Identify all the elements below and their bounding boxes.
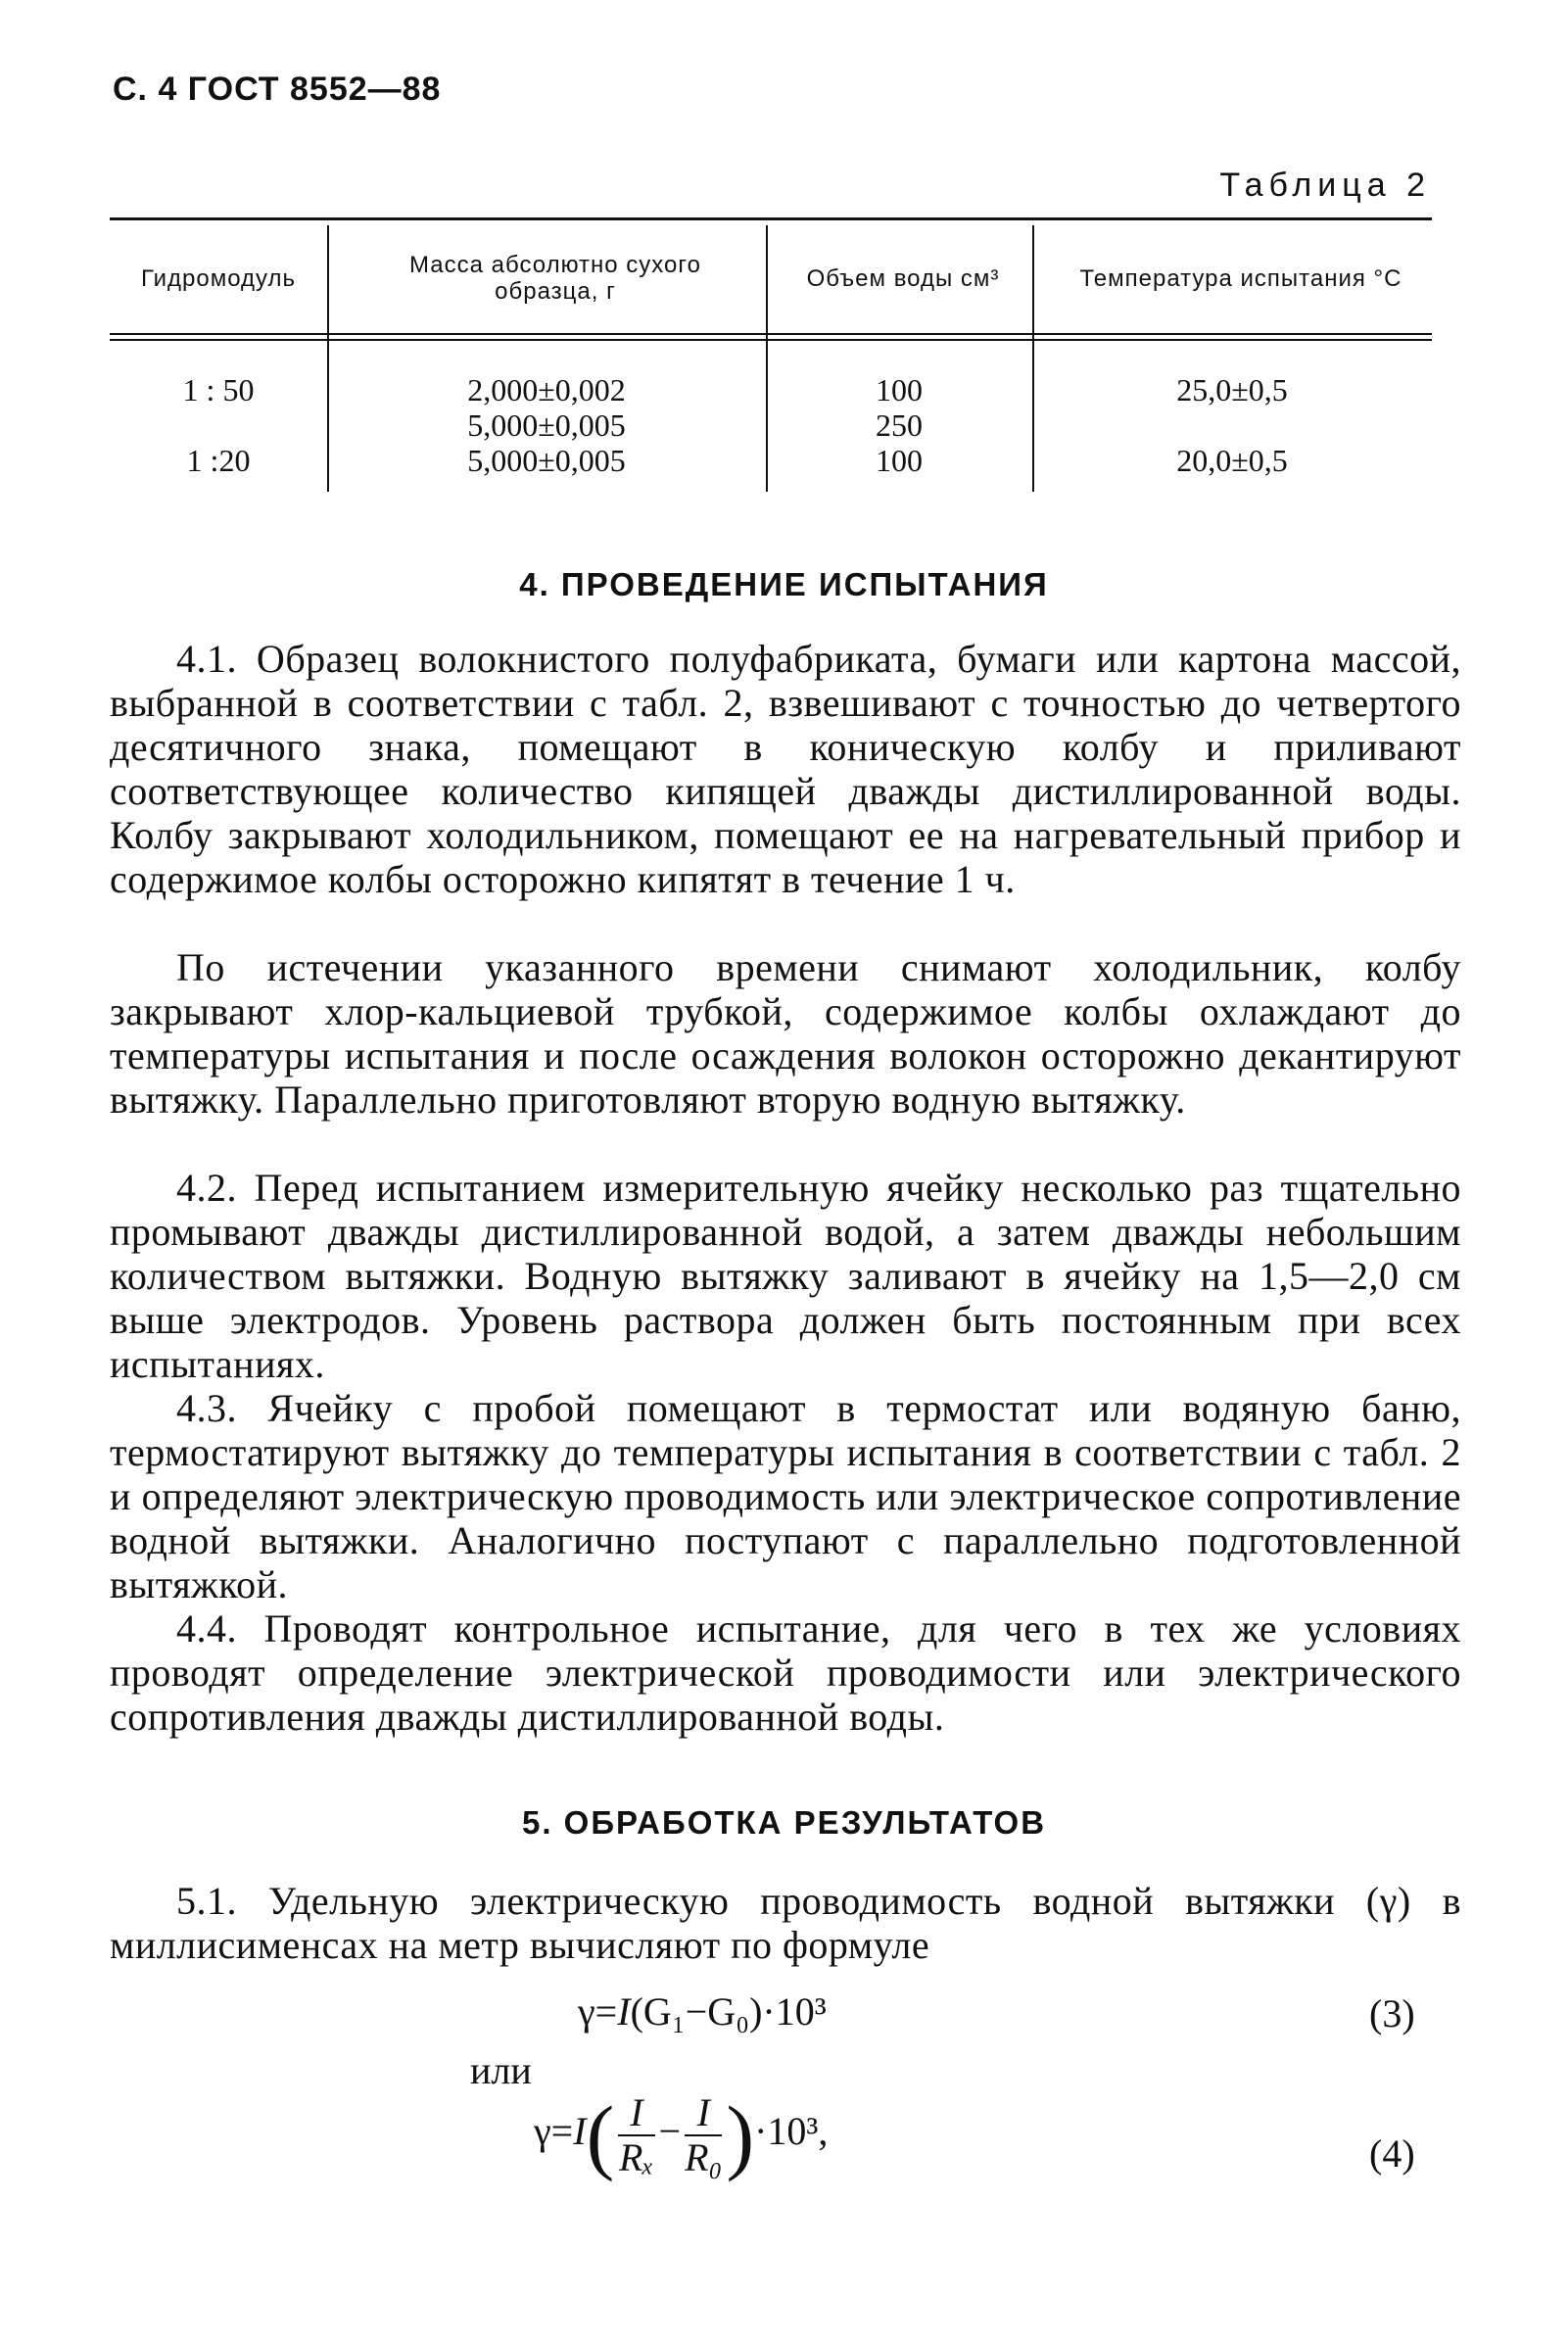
table-cell: 100 xyxy=(876,372,923,407)
table-cell: 20,0±0,5 xyxy=(1176,443,1288,478)
fraction-1-numerator: I xyxy=(618,2091,654,2136)
table-cell: 100 xyxy=(876,443,923,478)
formula-4 xyxy=(534,2086,828,2184)
fraction-2 xyxy=(685,2091,722,2179)
fraction-2-denominator: R₀ xyxy=(685,2135,723,2179)
or-word: или xyxy=(470,2048,532,2092)
left-paren: ( xyxy=(586,2088,615,2182)
fraction-2-numerator: I xyxy=(685,2091,722,2136)
paragraph-4-3 xyxy=(110,1386,1461,1606)
table-top-rule xyxy=(110,217,1432,220)
equation-number-4: (4) xyxy=(1369,2131,1415,2176)
table-col-temperature xyxy=(1032,372,1432,478)
paragraph-5-1 xyxy=(110,1879,1461,1967)
paragraph-4-3-text: 4.3. Ячейку с пробой помещают в термостат или водяную баню, термостатируют вытяжку до температуры испытания в соответствии с табл. 2 и определяют электрическую проводимость или электрическое сопротивление водной вытяжки. Аналогично поступают с параллельно подготовленной вытяжкой. xyxy=(110,1386,1461,1606)
table-cell: 5,000±0,005 xyxy=(467,407,626,443)
table-cell: 250 xyxy=(876,407,923,443)
paragraph-4-1-text: 4.1. Образец волокнистого полуфабриката, бумаги или картона массой, выбранной в соответствии с табл. 2, взвешивают с точностью до четвертого десятичного знака, помещают в коническую колбу и приливают соответствующее количество кипящей дважды дистиллированной воды. Колбу закрывают холодильником, помещают ее на нагревательный прибор и содержимое колбы осторожно кипятят в течение 1 ч. xyxy=(110,637,1461,901)
formula-4-lhs: γ= xyxy=(534,2109,574,2154)
formula-4-tail: ·10³, xyxy=(754,2109,829,2154)
table-header-mass: Масса абсолютно сухого образца, г xyxy=(409,252,701,305)
table-cell: 1 : 50 xyxy=(182,372,255,407)
table-header-hydromodule: Гидромодуль xyxy=(140,264,297,292)
formula-4-current: I xyxy=(573,2109,587,2154)
table-header-temperature: Температура испытания °С xyxy=(1079,264,1402,292)
table-header-rule xyxy=(110,333,1432,335)
paragraph-4-1 xyxy=(110,637,1461,901)
table-cell: 5,000±0,005 xyxy=(467,443,626,478)
table-cell: 2,000±0,002 xyxy=(467,372,626,407)
paragraph-4-4 xyxy=(110,1606,1461,1739)
table-col-water-volume xyxy=(766,372,1032,478)
section-5-title: 5. ОБРАБОТКА РЕЗУЛЬТАТОВ xyxy=(521,1804,1047,1841)
table-header-rule-2 xyxy=(110,339,1432,341)
formula-4-minus: − xyxy=(658,2109,682,2154)
paragraph-4-4-text: 4.4. Проводят контрольное испытание, для чего в тех же условиях проводят определение электрической проводимости или электрического сопротивления дважды дистиллированной воды. xyxy=(110,1606,1461,1739)
paragraph-4-1b-text: По истечении указанного времени снимают холодильник, колбу закрывают хлор-кальциевой трубкой, содержимое колбы охлаждают до температуры испытания и после осаждения волокон осторожно декантируют вытяжку. Параллельно приготовляют вторую водную вытяжку. xyxy=(110,945,1461,1122)
formula-3-current: I xyxy=(617,1989,631,2034)
page-header: С. 4 ГОСТ 8552—88 xyxy=(113,71,442,108)
fraction-1 xyxy=(618,2091,654,2179)
fraction-1-denominator: Rₓ xyxy=(618,2135,654,2179)
paragraph-4-1b xyxy=(110,945,1461,1122)
data-table xyxy=(110,217,1432,492)
section-4-title: 4. ПРОВЕДЕНИЕ ИСПЫТАНИЯ xyxy=(519,566,1049,602)
table-caption: Таблица 2 xyxy=(1219,167,1431,204)
table-cell xyxy=(110,407,327,443)
formula-3-lhs: γ= xyxy=(578,1989,618,2034)
paragraph-4-2 xyxy=(110,1166,1461,1386)
table-cell: 1 :20 xyxy=(186,443,251,478)
table-cell xyxy=(1032,407,1432,443)
paragraph-5-1-text: 5.1. Удельную электрическую проводимость водной вытяжки (γ) в миллисименсах на метр вычисляют по формуле xyxy=(110,1879,1461,1967)
table-col-mass xyxy=(327,372,766,478)
table-header-water-volume: Объем воды см³ xyxy=(806,264,1000,292)
right-paren: ) xyxy=(726,2088,755,2182)
table-col-hydromodule xyxy=(110,372,327,478)
paragraph-4-2-text: 4.2. Перед испытанием измерительную ячейку несколько раз тщательно промывают дважды дистиллированной водой, а затем дважды небольшим количеством вытяжки. Водную вытяжку заливают в ячейку на 1,5—2,0 см выше электродов. Уровень раствора должен быть постоянным при всех испытаниях. xyxy=(110,1166,1461,1386)
equation-number-3: (3) xyxy=(1369,1991,1415,2035)
formula-3-body: (G₁−G₀)·10³ xyxy=(630,1989,827,2034)
formula-3 xyxy=(578,1988,827,2035)
table-cell: 25,0±0,5 xyxy=(1176,372,1288,407)
